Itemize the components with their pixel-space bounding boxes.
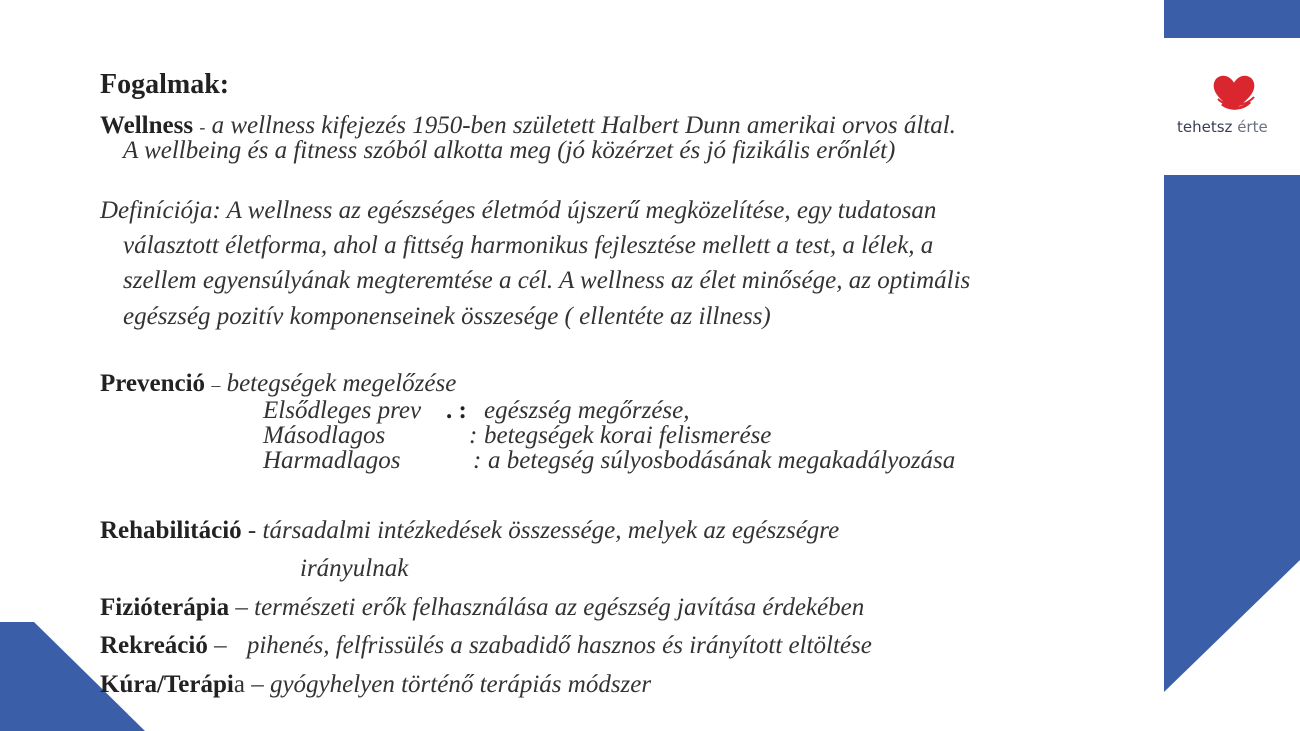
prevention-item-primary-label: Elsődleges prev	[263, 397, 422, 424]
prevention-item-secondary-label: Másodlagos	[263, 422, 386, 449]
cure-term: Kúra/Terápi	[100, 671, 234, 698]
slide-title: Fogalmak:	[100, 69, 230, 100]
prevention-item-tertiary-label: Harmadlagos	[263, 447, 401, 474]
cure-term-tail: a	[233, 671, 245, 698]
prevention-item-primary-sep: . :	[446, 397, 467, 424]
rehab-desc-2: irányulnak	[300, 555, 409, 582]
physio-separator: –	[235, 594, 248, 621]
prevention-item-tertiary-desc: a betegség súlyosbodásának megakadályozása	[488, 447, 956, 474]
rehab-line-1	[100, 516, 839, 546]
heart-icon	[1210, 72, 1258, 114]
recreation-desc: pihenés, felfrissülés a szabadidő hasznos és irányított eltöltése	[246, 632, 872, 659]
rehab-desc-1: társadalmi intézkedések összessége, melyek az egészségre	[262, 517, 840, 544]
prevention-term: Prevenció	[100, 370, 206, 397]
physio-desc: természeti erők felhasználása az egészség javítása érdekében	[254, 594, 865, 621]
recreation-term: Rekreáció	[100, 632, 208, 659]
recreation-separator: –	[214, 632, 227, 659]
cure-separator: –	[251, 671, 264, 698]
prevention-item-secondary-desc: betegségek korai felismerése	[484, 422, 772, 449]
brand-logo	[1172, 70, 1294, 142]
cure-desc: gyógyhelyen történő terápiás módszer	[269, 671, 652, 698]
definition-line-3: szellem egyensúlyának megteremtése a cél. A wellness az élet minősége, az optimális	[123, 267, 971, 294]
rehab-term: Rehabilitáció	[100, 517, 242, 544]
definition-line-4: egészség pozitív komponenseinek összesége ( ellentéte az illness)	[123, 303, 771, 330]
cure-line	[100, 670, 651, 700]
logo-text-light: érte	[1237, 118, 1268, 136]
wellness-desc-1: a wellness kifejezés 1950-ben született Halbert Dunn amerikai orvos által.	[211, 112, 956, 139]
prevention-item-secondary-sep: :	[469, 422, 478, 449]
prevention-desc: betegségek megelőzése	[226, 370, 457, 397]
definition-line-2: választott életforma, ahol a fittség harmonikus fejlesztése mellett a test, a lélek, a	[123, 232, 934, 259]
prevention-item-tertiary-sep: :	[473, 447, 482, 474]
rehab-separator: -	[247, 517, 257, 544]
wellness-separator: -	[199, 117, 206, 137]
prevention-separator: –	[211, 375, 221, 395]
definition-line-1: Definíciója: A wellness az egészséges életmód újszerű megközelítése, egy tudatosan	[100, 197, 937, 224]
logo-text	[1177, 118, 1268, 136]
recreation-line	[100, 631, 872, 661]
logo-text-main: tehetsz	[1177, 118, 1233, 136]
prevention-item-primary-desc: egészség megőrzése,	[484, 397, 690, 424]
physio-term: Fizióterápia	[100, 594, 230, 621]
wellness-desc-2: A wellbeing és a fitness szóból alkotta meg (jó közérzet és jó fizikális erőnlét)	[123, 137, 896, 164]
wellness-term: Wellness	[100, 112, 194, 139]
physio-line	[100, 593, 864, 623]
